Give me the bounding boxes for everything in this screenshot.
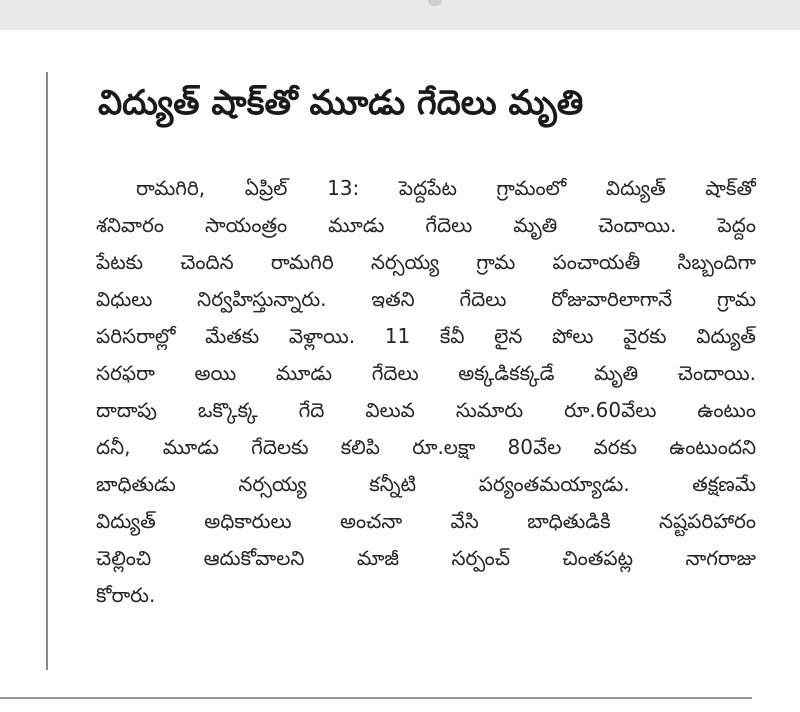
article-headline: విద్యుత్ షాక్‌తో మూడు గేదెలు మృతి: [98, 83, 584, 123]
column-rule: [46, 72, 48, 670]
top-page-mark: [428, 0, 442, 6]
bottom-rule: [0, 697, 752, 699]
article-line-7: దాదాపు ఒక్కొక్క గేదె విలువ సుమారు రూ.60వేలు ఉంటుం: [96, 398, 756, 422]
article-line-6: సరఫరా అయి మూడు గేదెలు అక్కడికక్కడే మృతి చెందాయి.: [96, 361, 756, 385]
article-line-9: బాధితుడు నర్సయ్య కన్నీటి పర్యంతమయ్యాడు. తక్షణమే: [96, 472, 756, 496]
article-line-8: దనీ, మూడు గేదెలకు కలిపి రూ.లక్షా 80వేల వరకు ఉంటుందని: [96, 435, 756, 459]
article-line-4: విధులు నిర్వహిస్తున్నారు. ఇతని గేదెలు రోజువారిలాగానే గ్రామ: [96, 287, 756, 311]
article-line-12: కోరారు.: [96, 583, 156, 607]
article-line-10: విద్యుత్ అధికారులు అంచనా వేసి బాధితుడికి నష్టపరిహారం: [96, 509, 756, 533]
top-page-band: [0, 0, 800, 30]
article-line-2: శనివారం సాయంత్రం మూడు గేదెలు మృతి చెందాయి. పెద్దం: [96, 213, 756, 237]
article-body: [96, 170, 756, 614]
article-line-5: పరిసరాల్లో మేతకు వెళ్లాయి. 11 కేవీ లైన పోలు వైరకు విద్యుత్: [96, 324, 756, 348]
article-line-11: చెల్లించి ఆదుకోవాలని మాజీ సర్పంచ్ చింతపట్ల నాగరాజు: [96, 546, 756, 570]
article-line-1: రామగిరి, ఏప్రిల్ 13: పెద్దపేట గ్రామంలో విద్యుత్ షాక్‌తో: [136, 176, 756, 200]
article-line-3: పేటకు చెందిన రామగిరి నర్సయ్య గ్రామ పంచాయతీ సిబ్బందిగా: [96, 250, 756, 274]
